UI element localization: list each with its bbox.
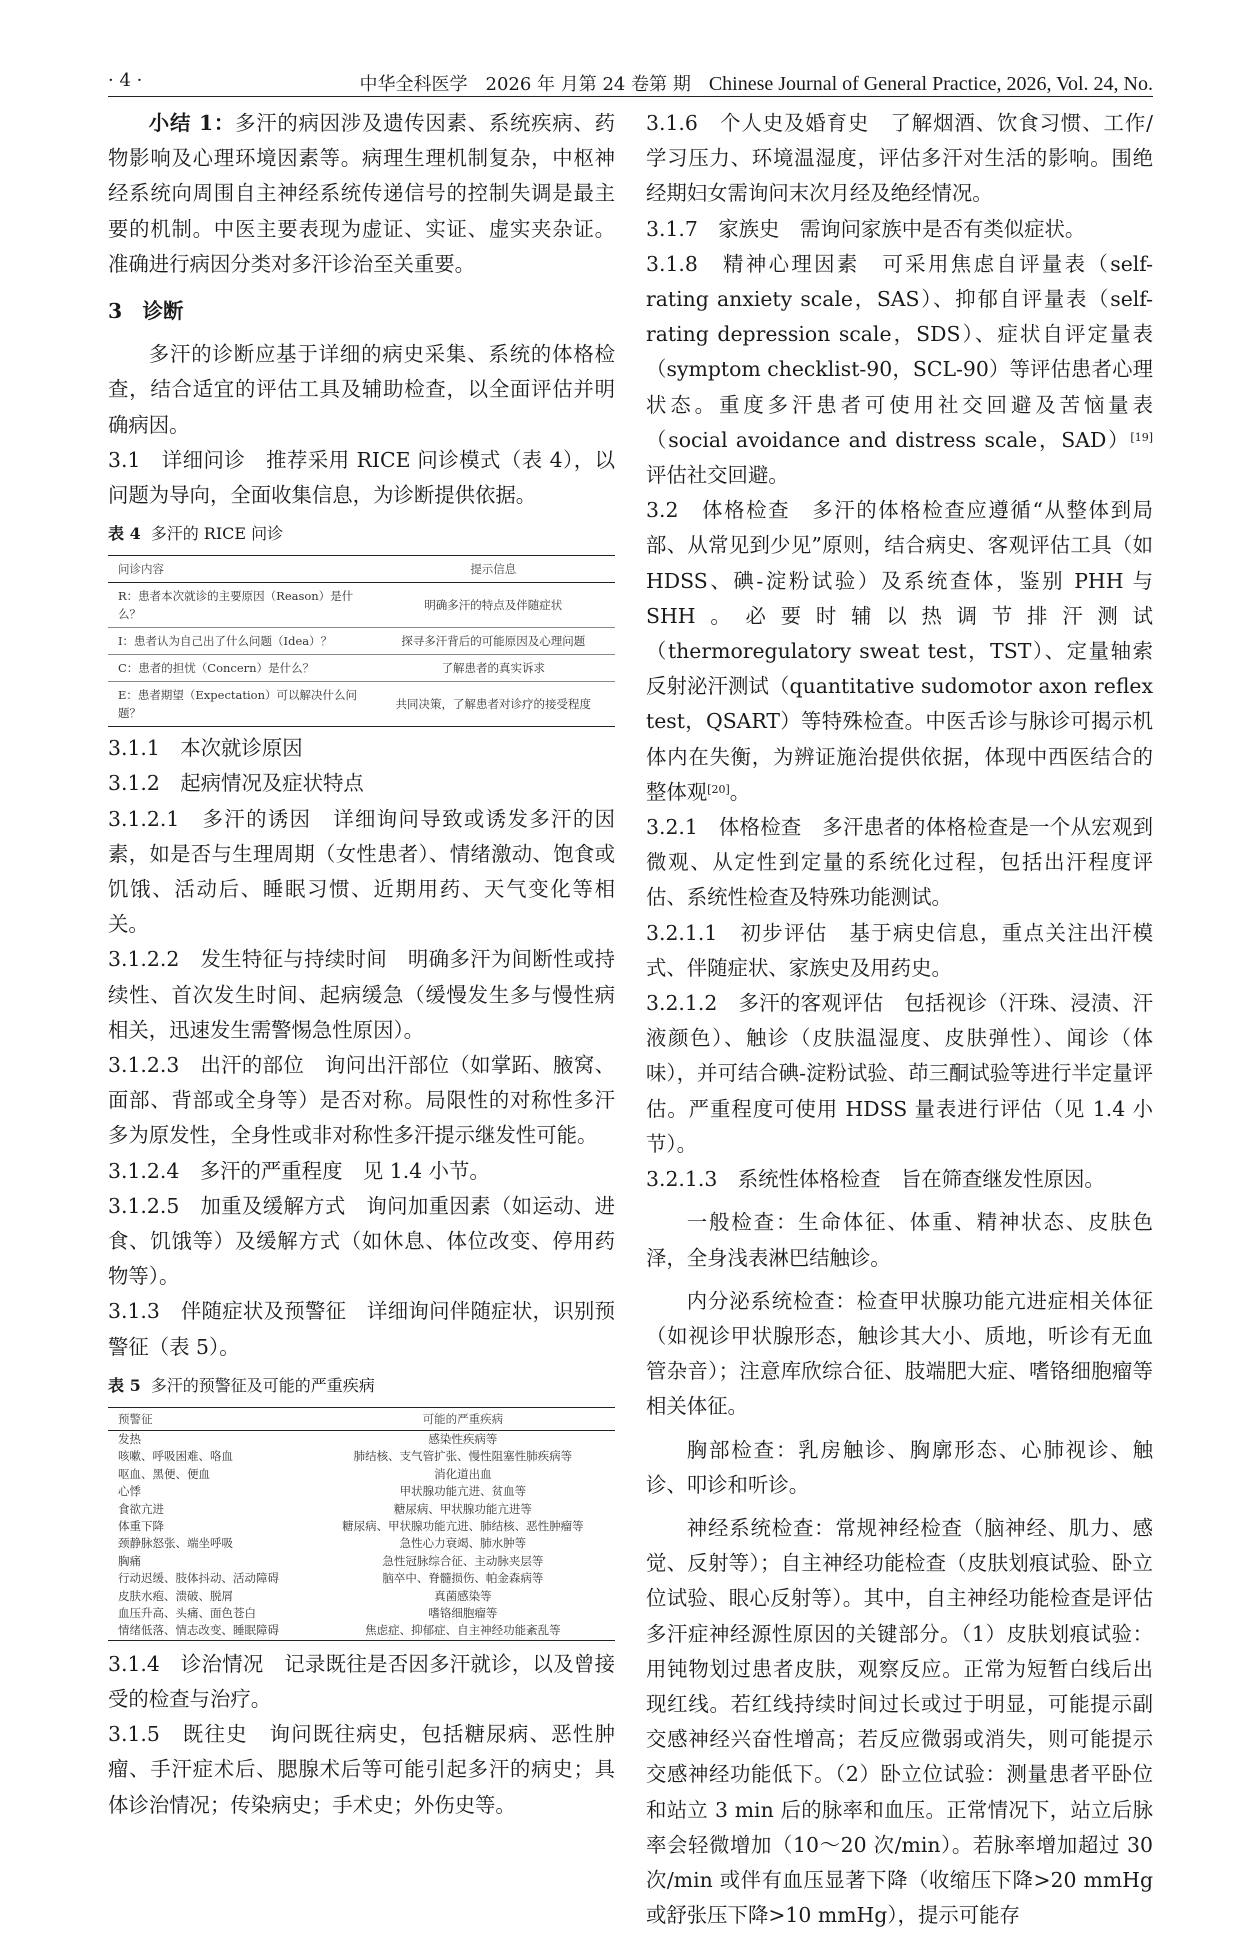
journal-name-en: Chinese Journal of General Practice, 2026, Vol. 24, No.: [708, 73, 1153, 95]
section-3-2-1-2: 3.2.1.2 多汗的客观评估 包括视诊（汗珠、浸渍、汗液颜色）、触诊（皮肤温湿度、皮肤弹性）、闻诊（体味），并可结合碘-淀粉试验、茚三酮试验等进行半定量评估。严重程度可使用 HDSS 量表进行评估（见 1.4 小节）。: [646, 991, 1153, 1156]
section-3-2-1-1: 3.2.1.1 初步评估 基于病史信息，重点关注出汗模式、伴随症状、家族史及用药史。: [646, 920, 1153, 980]
table-cell: 情绪低落、情志改变、睡眠障碍: [118, 1623, 279, 1638]
right-column: [646, 106, 1153, 1933]
table-header-row: [108, 1407, 615, 1430]
section-3-1-2-3: 3.1.2.3 出汗的部位 询问出汗部位（如掌跖、腋窝、面部、背部或全身等）是否对称。局限性的对称性多汗多为原发性，全身性或非对称性多汗提示继发性可能。: [108, 1053, 615, 1148]
table-5: [108, 1407, 615, 1641]
table-cell: 急性心力衰竭、肺水肿等: [399, 1536, 527, 1551]
table-cell: 共同决策，了解患者对诊疗的接受程度: [395, 697, 592, 712]
table-cell: 探寻多汗背后的可能原因及心理问题: [372, 628, 615, 655]
table-cell: 皮肤水疱、溃破、脱屑: [118, 1588, 233, 1603]
section-3-heading: 3 诊断: [108, 299, 184, 324]
table-row: [108, 1448, 615, 1465]
table-row: [108, 1518, 615, 1535]
table-row: [108, 1430, 615, 1448]
table-cell: R：患者本次就诊的主要原因（Reason）是什么？: [108, 583, 372, 628]
table-row: [108, 1570, 615, 1587]
table-cell: 胸痛: [118, 1553, 141, 1568]
section-3-1-1: 3.1.1 本次就诊原因: [108, 736, 303, 761]
table-cell: 肺结核、支气管扩张、慢性阻塞性肺疾病等: [353, 1449, 573, 1464]
table-cell: 食欲亢进: [118, 1501, 164, 1516]
table-header-row: [108, 556, 615, 583]
section-3-2-tail: 。: [729, 779, 751, 804]
table-cell: E：患者期望（Expectation）可以解决什么问题？: [118, 688, 357, 721]
table-header-cell: 提示信息: [372, 556, 615, 583]
section-3-1-7: 3.1.7 家族史 需询问家族中是否有类似症状。: [646, 216, 1086, 241]
neuro-exam-paragraph: 神经系统检查：常规神经检查（脑神经、肌力、感觉、反射等）；自主神经功能检查（皮肤划痕试验、卧立位试验、眼心反射等）。其中，自主神经功能检查是评估多汗症神经源性原因的关键部分。（1）皮肤划痕试验：用钝物划过患者皮肤，观察反应。正常为短暂白线后出现红线。若红线持续时间过长或过于明显，可能提示副交感神经兴奋性增高；若反应微弱或消失，则可能提示交感神经功能低下。（2）卧立位试验：测量患者平卧位和站立 3 min 后的脉率和血压。正常情况下，站立后脉率会轻微增加（10～20 次/min）。若脉率增加超过 30 次/min 或伴有血压显著下降（收缩压下降>20 mmHg 或舒张压下降>10 mmHg），提示可能存: [646, 1515, 1153, 1928]
table-cell: 急性冠脉综合征、主动脉夹层等: [382, 1553, 544, 1568]
table-row: [108, 1622, 615, 1640]
section-3-1-3: 3.1.3 伴随症状及预警征 详细询问伴随症状，识别预警征（表 5）。: [108, 1299, 615, 1359]
table-row: [108, 1535, 615, 1552]
table-row: [108, 583, 615, 628]
section-3-1-4: 3.1.4 诊治情况 记录既往是否因多汗就诊，以及曾接受的检查与治疗。: [108, 1651, 615, 1711]
left-column: [108, 106, 615, 1823]
section-3-1-5: 3.1.5 既往史 询问既往病史，包括糖尿病、恶性肿瘤、手汗症术后、腮腺术后等可能引起多汗的病史；具体诊治情况；传染病史；手术史；外伤史等。: [108, 1722, 615, 1817]
table-4-label: 表 4: [108, 524, 141, 544]
summary-text: 多汗的病因涉及遗传因素、系统疾病、药物影响及心理环境因素等。病理生理机制复杂，中枢神经系统向周围自主神经系统传递信号的控制失调是最主要的机制。中医主要表现为虚证、实证、虚实夹杂证。准确进行病因分类对多汗诊治至关重要。: [108, 111, 615, 276]
table-cell: 糖尿病、甲状腺功能亢进等: [393, 1501, 532, 1516]
section-3-2-1: 3.2.1 体格检查 多汗患者的体格检查是一个从宏观到微观、从定性到定量的系统化过程，包括出汗程度评估、系统性检查及特殊功能测试。: [646, 815, 1153, 910]
section-3-2: [646, 493, 1153, 810]
table-5-label: 表 5: [108, 1375, 141, 1395]
table-4: [108, 555, 615, 727]
section-3-1-2-4: 3.1.2.4 多汗的严重程度 见 1.4 小节。: [108, 1158, 490, 1183]
table-row: [108, 1501, 615, 1518]
table-cell: 脑卒中、脊髓损伤、帕金森病等: [382, 1571, 544, 1586]
table-row: [108, 1588, 615, 1605]
section-3-1-8: [646, 247, 1153, 493]
table-row: [108, 1483, 615, 1500]
summary-label: 小结 1：: [148, 111, 236, 135]
section-3-1-6: 3.1.6 个人史及婚育史 了解烟酒、饮食习惯、工作/学习压力、环境温湿度，评估多汗对生活的影响。围绝经期妇女需询问末次月经及绝经情况。: [646, 111, 1153, 206]
table-cell: I：患者认为自己出了什么问题（Idea）？: [108, 628, 372, 655]
table-cell: 心悸: [118, 1484, 141, 1499]
page-number: · 4 ·: [108, 70, 143, 91]
chest-exam-paragraph: 胸部检查：乳房触诊、胸廓形态、心肺视诊、触诊、叩诊和听诊。: [646, 1437, 1153, 1497]
table-cell: 血压升高、头痛、面色苍白: [118, 1605, 256, 1620]
table-row: [108, 1605, 615, 1622]
table-cell: 明确多汗的特点及伴随症状: [372, 583, 615, 628]
table-row: [108, 628, 615, 655]
table-row: [108, 682, 615, 727]
table-header-cell: 预警征: [108, 1407, 311, 1430]
table-cell: 发热: [118, 1431, 141, 1446]
table-cell: 体重下降: [118, 1518, 164, 1533]
general-exam-paragraph: 一般检查：生命体征、体重、精神状态、皮肤色泽，全身浅表淋巴结触诊。: [646, 1210, 1153, 1270]
endocrine-exam-paragraph: 内分泌系统检查：检查甲状腺功能亢进症相关体征（如视诊甲状腺形态，触诊其大小、质地，听诊有无血管杂音）；注意库欣综合征、肢端肥大症、嗜铬细胞瘤等相关体征。: [646, 1288, 1153, 1419]
section-3-2-text: 3.2 体格检查 多汗的体格检查应遵循“从整体到局部、从常见到少见”原则，结合病史、客观评估工具（如 HDSS、碘-淀粉试验）及系统查体，鉴别 PHH 与 SHH。必要时辅以热调节排汗测试（thermoregulatory sweat test，TST）、定量轴索反射泌汗测试（quantitative sudomotor axon reflex test，QSART）等特殊检查。中医舌诊与脉诊可揭示机体内在失衡，为辨证施治提供依据，体现中西医结合的整体观: [646, 498, 1153, 804]
table-4-title: 多汗的 RICE 问诊: [150, 524, 284, 544]
section-3-1-8-text: 3.1.8 精神心理因素 可采用焦虑自评量表（self-rating anxiety scale，SAS）、抑郁自评量表（self-rating depression scale，SDS）、症状自评定量表（symptom checklist-90，SCL-90）等评估患者心理状态。重度多汗患者可使用社交回避及苦恼量表（social avoidance and distress scale，SAD）: [646, 251, 1153, 452]
journal-name-cn: 中华全科医学 2026 年 月第 24 卷第 期: [359, 74, 691, 95]
table-cell: 真菌感染等: [434, 1588, 492, 1603]
table-cell: C：患者的担忧（Concern）是什么？: [108, 655, 372, 682]
table-cell: 消化道出血: [434, 1466, 492, 1481]
table-cell: 甲状腺功能亢进、贫血等: [399, 1484, 527, 1499]
table-cell: 嗜铬细胞瘤等: [428, 1605, 498, 1620]
citation-ref: [20]: [707, 782, 730, 796]
section-3-2-1-3: 3.2.1.3 系统性体格检查 旨在筛查继发性原因。: [646, 1167, 1105, 1192]
section-3-1-2-5: 3.1.2.5 加重及缓解方式 询问加重因素（如运动、进食、饥饿等）及缓解方式（如休息、体位改变、停用药物等）。: [108, 1193, 615, 1289]
table-5-caption: [108, 1375, 615, 1397]
table-row: [108, 1553, 615, 1570]
page-header: [108, 64, 1153, 94]
table-header-cell: 可能的严重疾病: [311, 1407, 615, 1430]
section-3-1-2: 3.1.2 起病情况及症状特点: [108, 771, 364, 796]
citation-ref: [19]: [1130, 430, 1153, 444]
table-cell: 焦虑症、抑郁症、自主神经功能紊乱等: [365, 1623, 561, 1638]
table-row: [108, 655, 615, 682]
table-5-title: 多汗的预警征及可能的严重疾病: [150, 1375, 375, 1395]
table-cell: 行动迟缓、肢体抖动、活动障碍: [118, 1571, 279, 1586]
table-cell: 呕血、黑便、便血: [118, 1466, 210, 1481]
section-3-1-2-1: 3.1.2.1 多汗的诱因 详细询问导致或诱发多汗的因素，如是否与生理周期（女性患者）、情绪激动、饱食或饥饿、活动后、睡眠习惯、近期用药、天气变化等相关。: [108, 806, 615, 937]
section-3-intro: 多汗的诊断应基于详细的病史采集、系统的体格检查，结合适宜的评估工具及辅助检查，以全面评估并明确病因。: [108, 342, 615, 437]
table-cell: 了解患者的真实诉求: [372, 655, 615, 682]
table-header-cell: 问诊内容: [108, 556, 372, 583]
table-row: [108, 1466, 615, 1483]
table-cell: 糖尿病、甲状腺功能亢进、肺结核、恶性肿瘤等: [342, 1518, 584, 1533]
header-rule: [108, 96, 1153, 97]
summary-paragraph: [108, 106, 615, 282]
table-cell: 颈静脉怒张、端坐呼吸: [118, 1536, 233, 1551]
journal-citation: [360, 70, 1154, 96]
table-cell: 感染性疾病等: [428, 1431, 498, 1446]
table-cell: 咳嗽、呼吸困难、咯血: [118, 1449, 233, 1464]
section-3-1-2-2: 3.1.2.2 发生特征与持续时间 明确多汗为间断性或持续性、首次发生时间、起病缓急（缓慢发生多与慢性病相关，迅速发生需警惕急性原因）。: [108, 947, 615, 1042]
section-3-1-8-tail: 评估社交回避。: [646, 463, 789, 488]
table-4-caption: [108, 523, 615, 545]
section-3-1: 3.1 详细问诊 推荐采用 RICE 问诊模式（表 4），以问题为导向，全面收集信息，为诊断提供依据。: [108, 447, 615, 508]
